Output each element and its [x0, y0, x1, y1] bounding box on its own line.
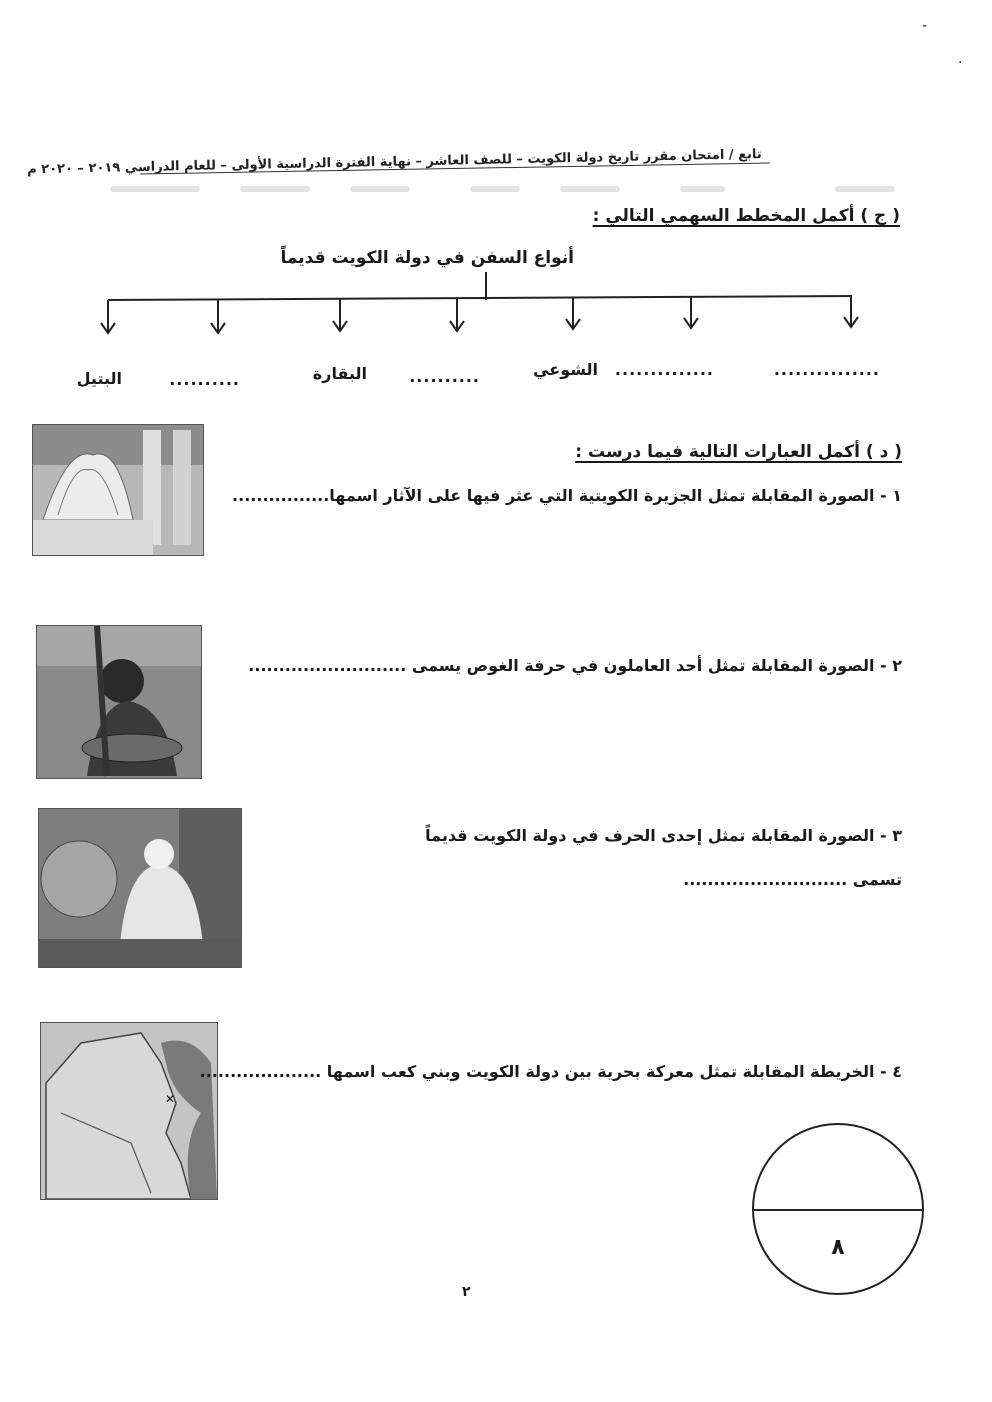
- ship-label-shuwai: الشوعي: [533, 360, 598, 379]
- ship-blank-4[interactable]: ..........: [169, 370, 240, 389]
- svg-text:✕: ✕: [165, 1092, 176, 1106]
- scan-mark: ·: [958, 55, 963, 71]
- ship-blank-3[interactable]: ..........: [409, 367, 480, 386]
- ancient-ruins-photo: [32, 424, 204, 556]
- score-value: ٨: [831, 1235, 845, 1260]
- diver-photo: [36, 625, 202, 779]
- score-divider: [754, 1209, 922, 1211]
- diagram-title: أنواع السفن في دولة الكويت قديماً: [280, 248, 574, 268]
- section-c-title: ( ج ) أكمل المخطط السهمي التالي :: [592, 206, 900, 226]
- craftsman-photo: [38, 808, 242, 968]
- faint-artifact: [560, 186, 620, 192]
- question-1: ١ - الصورة المقابلة تمثل الجزيرة الكويتية التي عثر فيها على الآثار اسمها................: [232, 486, 902, 505]
- question-3-answer-line[interactable]: تسمى ...........................: [683, 870, 902, 889]
- score-circle: [752, 1123, 924, 1295]
- question-2: ٢ - الصورة المقابلة تمثل أحد العاملون في حرفة الغوص يسمى ..........................: [248, 656, 902, 675]
- ship-blank-1[interactable]: ...............: [773, 360, 880, 379]
- kuwait-map: [40, 1022, 218, 1200]
- ship-label-batil: البتيل: [76, 369, 122, 388]
- arrow-diagram: [80, 272, 880, 342]
- faint-artifact: [350, 186, 410, 192]
- section-d-title: ( د ) أكمل العبارات التالية فيما درست :: [575, 442, 902, 462]
- exam-header: تابع / امتحان مقرر تاريخ دولة الكويت – للصف العاشر – نهاية الفترة الدراسية الأولى – للعام الدراسي ٢٠١٩ – ٢٠٢٠ م: [27, 147, 763, 178]
- page-number: ٢: [462, 1284, 471, 1300]
- faint-artifact: [680, 186, 725, 192]
- ship-label-baqqara: البقارة: [312, 364, 367, 383]
- ship-blank-2[interactable]: ..............: [614, 360, 714, 379]
- scan-mark: -: [922, 18, 928, 34]
- faint-artifact: [240, 186, 310, 192]
- faint-artifact: [835, 186, 895, 192]
- faint-artifact: [470, 186, 520, 192]
- question-3: ٣ - الصورة المقابلة تمثل إحدى الحرف في دولة الكويت قديماً: [425, 826, 902, 845]
- faint-artifact: [110, 186, 200, 192]
- question-4: ٤ - الخريطة المقابلة تمثل معركة بحرية بين دولة الكويت وبني كعب اسمها ....................: [199, 1062, 902, 1081]
